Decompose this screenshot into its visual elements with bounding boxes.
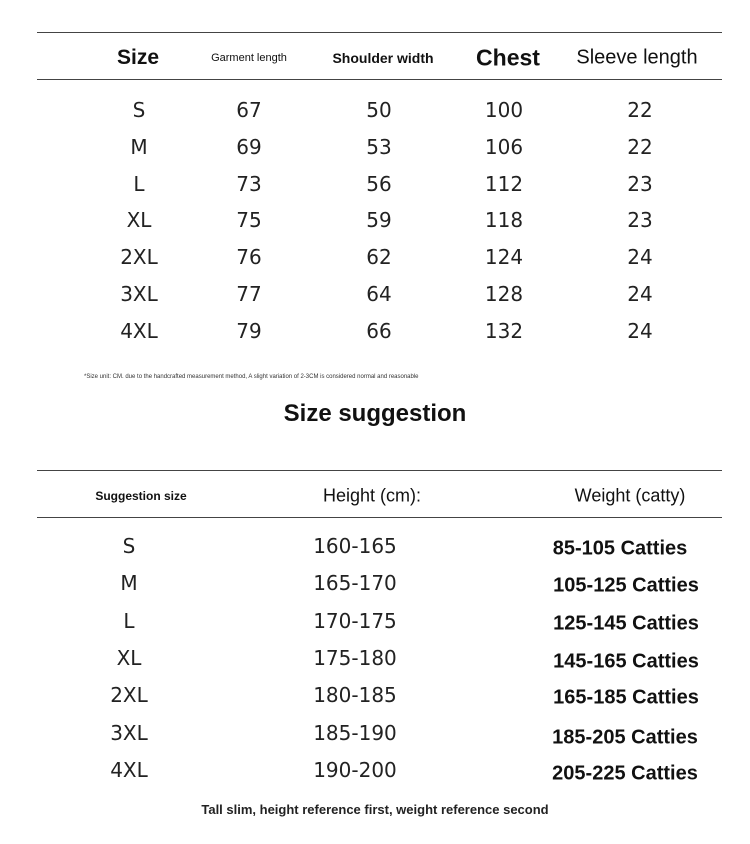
shoulder-width-cell: 50 xyxy=(366,98,392,122)
chest-cell: 100 xyxy=(484,98,524,122)
weight-cell: 165-185 Catties xyxy=(553,686,699,709)
shoulder-width-cell: 56 xyxy=(366,172,392,196)
header-shoulder-width: Shoulder width xyxy=(332,50,434,66)
suggestion-header-rule xyxy=(37,517,722,518)
height-cell: 190-200 xyxy=(313,758,397,782)
suggestion-size-cell: S xyxy=(122,534,136,558)
shoulder-width-cell: 53 xyxy=(366,135,392,159)
garment-length-cell: 73 xyxy=(236,172,262,196)
header-rule xyxy=(37,79,722,80)
weight-cell: 125-145 Catties xyxy=(553,612,699,635)
sleeve-length-cell: 22 xyxy=(627,98,653,122)
sleeve-length-cell: 23 xyxy=(627,172,653,196)
weight-cell: 85-105 Catties xyxy=(552,537,688,560)
height-cell: 170-175 xyxy=(313,609,397,633)
size-cell: M xyxy=(130,135,148,159)
size-cell: 4XL xyxy=(120,319,158,343)
shoulder-width-cell: 59 xyxy=(366,208,392,232)
sleeve-length-cell: 24 xyxy=(627,319,653,343)
header-chest: Chest xyxy=(476,44,540,71)
size-cell: 2XL xyxy=(120,245,158,269)
height-cell: 175-180 xyxy=(313,646,397,670)
weight-cell: 105-125 Catties xyxy=(553,574,699,597)
garment-length-cell: 75 xyxy=(236,208,262,232)
sleeve-length-cell: 24 xyxy=(627,245,653,269)
size-unit-note: *Size unit: CM. due to the handcrafted measurement method, A slight variation of 2-3CM is considered normal and reasonable xyxy=(84,374,419,380)
weight-cell: 145-165 Catties xyxy=(553,650,699,673)
shoulder-width-cell: 64 xyxy=(366,282,392,306)
size-suggestion-title: Size suggestion xyxy=(283,400,467,427)
chest-cell: 112 xyxy=(484,172,524,196)
shoulder-width-cell: 62 xyxy=(366,245,392,269)
suggestion-size-cell: 3XL xyxy=(110,721,148,745)
garment-length-cell: 77 xyxy=(236,282,262,306)
height-cell: 165-170 xyxy=(313,571,397,595)
footer-note: Tall slim, height reference first, weight reference second xyxy=(201,802,549,817)
header-suggestion-size: Suggestion size xyxy=(95,489,187,503)
suggestion-size-cell: XL xyxy=(116,646,142,670)
size-cell: S xyxy=(132,98,146,122)
suggestion-size-cell: M xyxy=(120,571,138,595)
header-weight: Weight (catty) xyxy=(574,485,686,506)
size-cell: 3XL xyxy=(120,282,158,306)
shoulder-width-cell: 66 xyxy=(366,319,392,343)
height-cell: 180-185 xyxy=(313,683,397,707)
sleeve-length-cell: 23 xyxy=(627,208,653,232)
chest-cell: 118 xyxy=(484,208,524,232)
chest-cell: 132 xyxy=(484,319,524,343)
weight-cell: 205-225 Catties xyxy=(552,762,698,785)
chest-cell: 106 xyxy=(484,135,524,159)
suggestion-size-cell: 2XL xyxy=(110,683,148,707)
header-sleeve-length: Sleeve length xyxy=(576,46,698,69)
chest-cell: 128 xyxy=(484,282,524,306)
sleeve-length-cell: 22 xyxy=(627,135,653,159)
garment-length-cell: 69 xyxy=(236,135,262,159)
chest-cell: 124 xyxy=(484,245,524,269)
garment-length-cell: 79 xyxy=(236,319,262,343)
header-size: Size xyxy=(116,46,160,69)
header-height: Height (cm): xyxy=(322,485,422,506)
sleeve-length-cell: 24 xyxy=(627,282,653,306)
suggestion-size-cell: L xyxy=(123,609,135,633)
suggestion-size-cell: 4XL xyxy=(110,758,148,782)
garment-length-cell: 76 xyxy=(236,245,262,269)
suggestion-top-rule xyxy=(37,470,722,471)
top-rule xyxy=(37,32,722,33)
height-cell: 185-190 xyxy=(313,721,397,745)
size-cell: XL xyxy=(126,208,152,232)
garment-length-cell: 67 xyxy=(236,98,262,122)
height-cell: 160-165 xyxy=(313,534,397,558)
header-garment-length: Garment length xyxy=(211,52,287,64)
size-cell: L xyxy=(133,172,145,196)
weight-cell: 185-205 Catties xyxy=(552,726,698,749)
